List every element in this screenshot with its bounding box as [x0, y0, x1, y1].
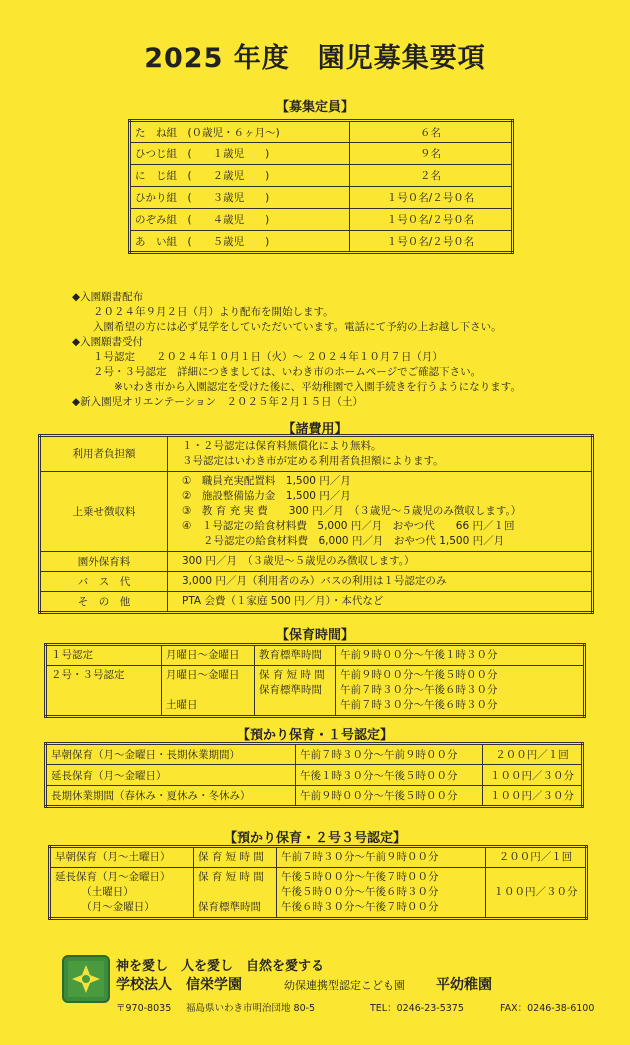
fee-row [40, 436, 593, 472]
care23-type: 早朝保育（月〜土曜日） [50, 847, 194, 868]
fax: FAX：0246-38-6100 [500, 1003, 595, 1014]
address: 福島県いわき市明治団地 80-5 [186, 1003, 316, 1014]
motto: 神を愛し 人を愛し 自然を愛する [116, 959, 325, 974]
hours-table [44, 643, 586, 718]
hours-category: １号認定 [46, 645, 162, 666]
care23-fee: ２００円／１回 [486, 847, 587, 868]
note-line: ２０２４年９月２日（月）より配布を開始します。 [72, 306, 334, 318]
note-line: １号認定 ２０２４年１０月１日（火）〜 ２０２４年１０月７日（月） [72, 351, 443, 363]
class-name: あ い組 ( ５歳児 ) [130, 231, 350, 253]
fee-label: 利用者負担額 [40, 436, 168, 472]
care23-row [50, 847, 587, 868]
school-logo-icon [62, 955, 110, 1003]
class-name: ひつじ組 ( １歳児 ) [130, 143, 350, 165]
care1-row [46, 786, 583, 807]
capacity-heading: 【募集定員】 [275, 100, 354, 115]
page-title: 2025 年度 園児募集要項 [144, 43, 486, 74]
care23-category: 保 育 短 時 間 [194, 847, 277, 868]
class-name: に じ組 ( ２歳児 ) [130, 165, 350, 187]
fee-detail: 3,000 円／月（利用者のみ）バスの利用は１号認定のみ [168, 572, 593, 592]
note-line: 入園希望の方には必ず見学をしていただいています。電話にて予約の上お越し下さい。 [72, 321, 502, 333]
note-line: ◆新入園児オリエンテーション ２０２５年２月１５日（土） [72, 396, 363, 408]
care23-time: 午前７時３０分〜午前９時００分 [277, 847, 486, 868]
care23-table [48, 845, 588, 920]
care1-table [44, 742, 584, 808]
class-capacity: ２名 [350, 165, 513, 187]
capacity-row [130, 209, 513, 231]
fee-row [40, 592, 593, 613]
care1-type: 長期休業期間（春休み・夏休み・冬休み） [46, 786, 296, 807]
capacity-row [130, 231, 513, 253]
hours-type: 教育標準時間 [255, 645, 336, 666]
fees-table [38, 434, 594, 614]
fee-label: 園外保育料 [40, 552, 168, 572]
care1-row [46, 765, 583, 786]
hours-heading: 【保育時間】 [275, 628, 354, 643]
class-name: のぞみ組 ( ４歳児 ) [130, 209, 350, 231]
capacity-row [130, 187, 513, 209]
note-line: ◆入園願書受付 [72, 336, 144, 348]
care23-heading: 【預かり保育・２号３号認定】 [223, 831, 406, 846]
fee-row [40, 572, 593, 592]
hours-days: 月曜日〜金曜日 [162, 645, 255, 666]
class-name: ひかり組 ( ３歳児 ) [130, 187, 350, 209]
hours-row [46, 645, 585, 666]
fee-detail: 300 円／月 （３歳児〜５歳児のみ徴収します。） [168, 552, 593, 572]
class-capacity: １号０名/２号０名 [350, 231, 513, 253]
fee-detail: PTA 会費（１家庭 500 円／月）・本代など [168, 592, 593, 613]
care1-time: 午前９時００分〜午後５時００分 [296, 786, 483, 807]
care1-time: 午前７時３０分〜午前９時００分 [296, 744, 483, 765]
fee-row [40, 552, 593, 572]
care1-fee: １００円／３０分 [483, 765, 583, 786]
class-name: た ね組 (０歳児・６ヶ月〜) [130, 121, 350, 143]
care1-time: 午後１時３０分〜午後５時００分 [296, 765, 483, 786]
hours-days: 月曜日〜金曜日 土曜日 [162, 666, 255, 717]
telephone: TEL：0246-23-5375 [370, 1003, 464, 1014]
capacity-row [130, 121, 513, 143]
class-capacity: ６名 [350, 121, 513, 143]
corporation-name: 学校法人 信栄学園 [116, 977, 242, 993]
hours-time: 午前９時００分〜午後５時００分 午前７時３０分〜午後６時３０分 午前７時３０分〜午後６時３０分 [336, 666, 585, 717]
care23-category: 保 育 短 時 間 保育標準時間 [194, 868, 277, 919]
note-line: ※いわき市から入園認定を受けた後に、平幼稚園で入園手続きを行うようになります。 [72, 381, 521, 393]
note-line: ２号・３号認定 詳細につきましては、いわき市のホームページでご確認下さい。 [72, 366, 482, 378]
class-capacity: １号０名/２号０名 [350, 187, 513, 209]
care1-type: 早朝保育（月〜金曜日・長期休業期間） [46, 744, 296, 765]
fee-detail: １・２号認定は保育料無償化により無料。 ３号認定はいわき市が定める利用者負担額によります。 [168, 436, 593, 472]
care1-fee: ２００円／１回 [483, 744, 583, 765]
care23-type: 延長保育（月〜金曜日） （土曜日） （月〜金曜日） [50, 868, 194, 919]
capacity-row [130, 165, 513, 187]
care1-heading: 【預かり保育・１号認定】 [236, 728, 393, 743]
capacity-row [130, 143, 513, 165]
fee-label: そ の 他 [40, 592, 168, 613]
hours-category: ２号・３号認定 [46, 666, 162, 717]
care1-row [46, 744, 583, 765]
class-capacity: １号０名/２号０名 [350, 209, 513, 231]
care23-fee: １００円／３０分 [486, 868, 587, 919]
class-capacity: ９名 [350, 143, 513, 165]
hours-row [46, 666, 585, 717]
hours-type: 保 育 短 時 間 保育標準時間 [255, 666, 336, 717]
school-type: 幼保連携型認定こども園 [284, 979, 405, 992]
fee-detail: ① 職員充実配置料 1,500 円／月 ② 施設整備協力金 1,500 円／月 ③ 教 育 充 実 費 300 円／月 （３歳児〜５歳児のみ徴収します。） ④ １号認定の給食材料費 5,000 円／月 おやつ代 66 円／１回 ２号認定の給食材料費 6,000 円／月 おやつ代 1,500 円／月 [168, 472, 593, 552]
fee-label: バ ス 代 [40, 572, 168, 592]
application-notes [72, 290, 521, 410]
postal-code: 〒970-8035 [116, 1003, 172, 1014]
capacity-table [128, 119, 514, 254]
note-line: ◆入園願書配布 [72, 291, 144, 303]
fees-heading: 【諸費用】 [282, 422, 348, 437]
care23-time: 午後５時００分〜午後７時００分 午後５時００分〜午後６時３０分 午後６時３０分〜午後７時００分 [277, 868, 486, 919]
fee-label: 上乗せ徴収料 [40, 472, 168, 552]
care1-fee: １００円／３０分 [483, 786, 583, 807]
care23-row [50, 868, 587, 919]
hours-time: 午前９時００分〜午後１時３０分 [336, 645, 585, 666]
fee-row [40, 472, 593, 552]
care1-type: 延長保育（月〜金曜日） [46, 765, 296, 786]
school-name: 平幼稚園 [436, 977, 492, 993]
